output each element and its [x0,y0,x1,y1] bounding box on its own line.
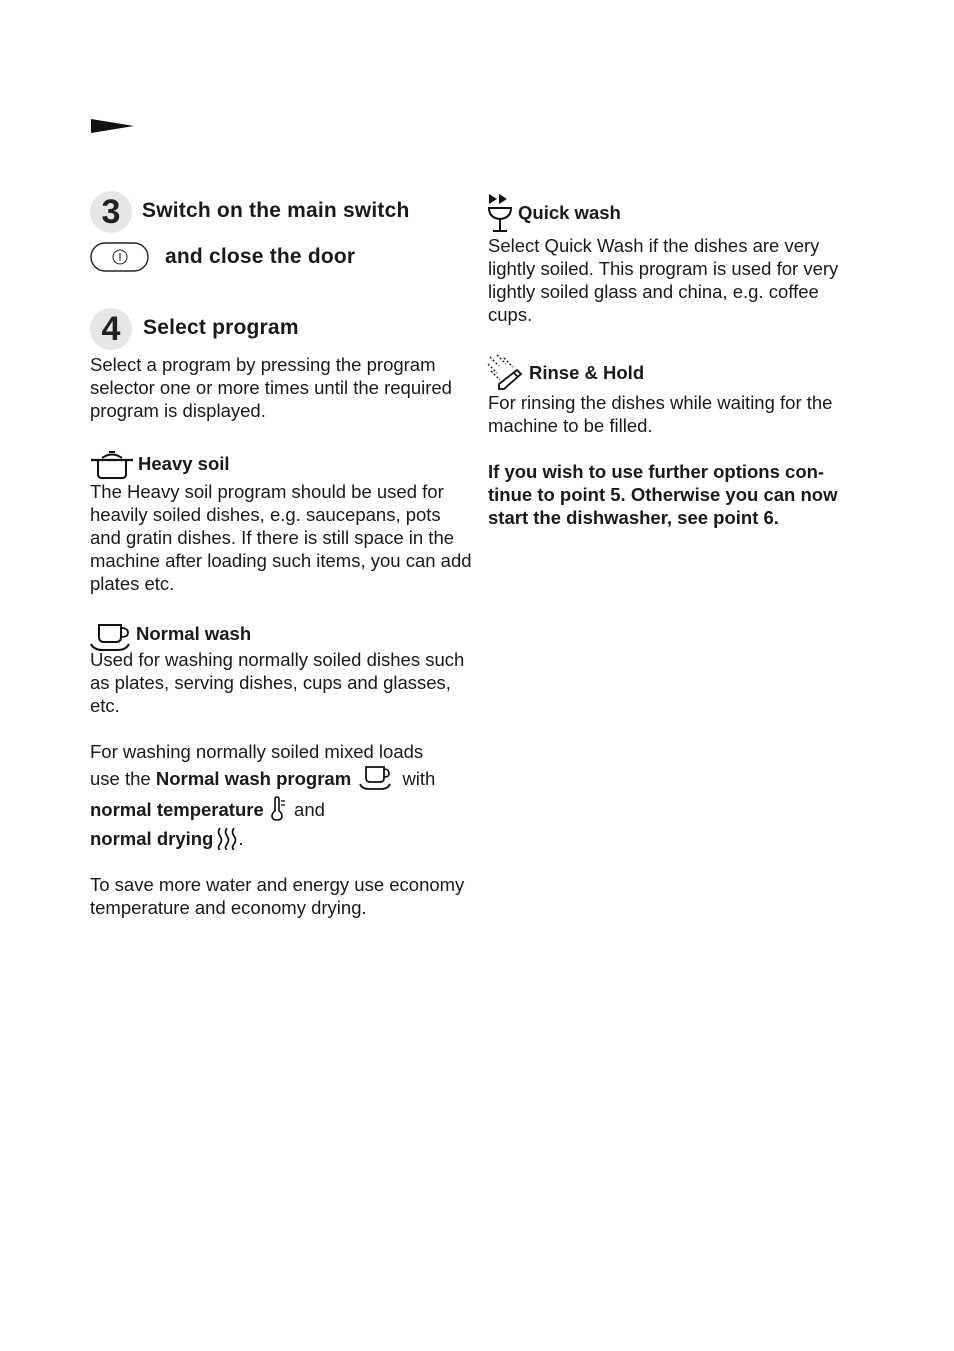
mixed-loads-line2 [90,767,472,795]
mixed-temperature-bold: normal temperature [90,799,264,820]
rinse-hold-body: For rinsing the dishes while waiting for the machine to be filled. [488,392,833,436]
step-4-number: 4 [101,309,121,348]
heavy-soil-pot-icon [90,450,134,480]
step-3-number: 3 [101,192,121,231]
mixed-program-bold: Normal wash program [155,768,352,789]
normal-wash-cup-icon-inline [359,765,391,791]
mixed-use-the: use the [90,768,151,789]
quick-wash-title: Quick wash [518,202,621,223]
mixed-and: and [294,799,325,820]
rinse-hold-spray-icon [487,354,525,392]
step-3-subtitle: and close the door [165,245,356,268]
thermometer-icon [270,796,288,822]
step-4-title: Select program [143,316,299,339]
step-3-badge [90,191,132,233]
rinse-hold-title: Rinse & Hold [529,362,645,383]
heavy-soil-body: The Heavy soil program should be used for heavily soiled dishes, e.g. saucepans, pots and gratin dishes. If there is still space in the machine after loading such items, you can add plates etc. [90,481,472,594]
mixed-loads-line4 [90,827,472,855]
further-options-note: If you wish to use further options con-tinue to point 5. Otherwise you can now start the dishwasher, see point 6. [488,461,838,528]
mixed-loads-line1: For washing normally soiled mixed loads [90,741,424,762]
mixed-with: with [402,768,436,789]
main-switch-button-icon [90,242,150,273]
normal-wash-body: Used for washing normally soiled dishes such as plates, serving dishes, cups and glasses, etc. [90,649,465,716]
heavy-soil-title: Heavy soil [138,453,230,474]
quick-wash-body: Select Quick Wash if the dishes are very lightly soiled. This program is used for very lightly soiled glass and china, e.g. coffee cups. [488,235,839,325]
save-water-body: To save more water and energy use economy temperature and economy drying. [90,874,465,918]
step-4-intro: Select a program by pressing the program selector one or more times until the required program is displayed. [90,354,452,421]
drying-heat-waves-icon [216,826,238,850]
mixed-period: . [238,828,244,849]
step-3-title: Switch on the main switch [142,199,410,222]
mixed-drying-bold: normal drying [90,828,214,849]
quick-wash-glass-icon [487,193,515,235]
pointer-arrow-icon [91,118,135,134]
mixed-loads-line3 [90,798,472,826]
normal-wash-title: Normal wash [136,623,252,644]
step-4-badge [90,308,132,350]
normal-wash-cup-icon [90,623,132,651]
